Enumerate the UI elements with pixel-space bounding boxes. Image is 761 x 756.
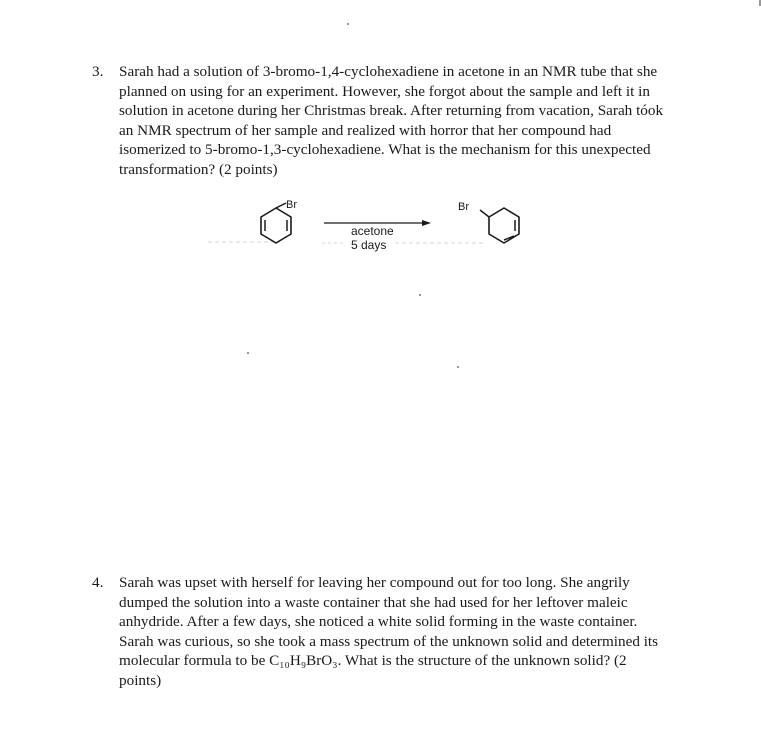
product-molecule — [458, 201, 519, 243]
reaction-arrow — [324, 220, 431, 252]
scan-speck — [347, 23, 349, 25]
scan-speck — [457, 366, 459, 368]
question-4-number: 4. — [92, 574, 104, 591]
reaction-scheme — [200, 190, 540, 270]
product-br-bond — [480, 210, 489, 217]
question-3-line: Sarah had a solution of 3-bromo-1,4-cyclohexadiene in acetone in an NMR tube that she — [119, 63, 658, 80]
question-3-line: an NMR spectrum of her sample and realized with horror that her compound had — [119, 121, 612, 139]
question-4-line: dumped the solution into a waste container that she had used for her leftover maleic — [119, 593, 628, 611]
question-4-line: molecular formula to be C₁₀H₉BrO₃. What is the structure of the unknown solid? (2 — [119, 652, 627, 670]
question-4-line: points) — [119, 671, 162, 689]
arrow-head — [422, 220, 431, 226]
question-4-text — [119, 573, 694, 691]
question-3-number: 3. — [92, 63, 104, 80]
product-br-label: Br — [458, 201, 469, 213]
question-3-text — [119, 62, 694, 180]
question-3-line: planned on using for an experiment. However, she forgot about the sample and left it in — [119, 82, 650, 100]
condition-solvent: acetone — [351, 224, 394, 238]
question-3-line: solution in acetone during her Christmas break. After returning from vacation, Sarah tóok — [119, 102, 664, 120]
question-4-line: anhydride. After a few days, she noticed a white solid forming in the waste container. — [119, 613, 638, 631]
reactant-molecule — [261, 199, 297, 243]
question-3-line: isomerized to 5-bromo-1,3-cyclohexadiene. What is the mechanism for this unexpected — [119, 141, 651, 159]
question-4-line: Sarah was upset with herself for leaving her compound out for too long. She angrily — [119, 574, 630, 591]
scan-speck — [419, 294, 421, 296]
reactant-br-bond — [276, 203, 286, 208]
reactant-br-label: Br — [286, 199, 297, 211]
question-4-line: Sarah was curious, so she took a mass spectrum of the unknown solid and determined its — [119, 632, 659, 650]
scan-speck — [247, 352, 249, 354]
condition-time: 5 days — [351, 238, 387, 252]
question-3-line: transformation? (2 points) — [119, 160, 278, 178]
